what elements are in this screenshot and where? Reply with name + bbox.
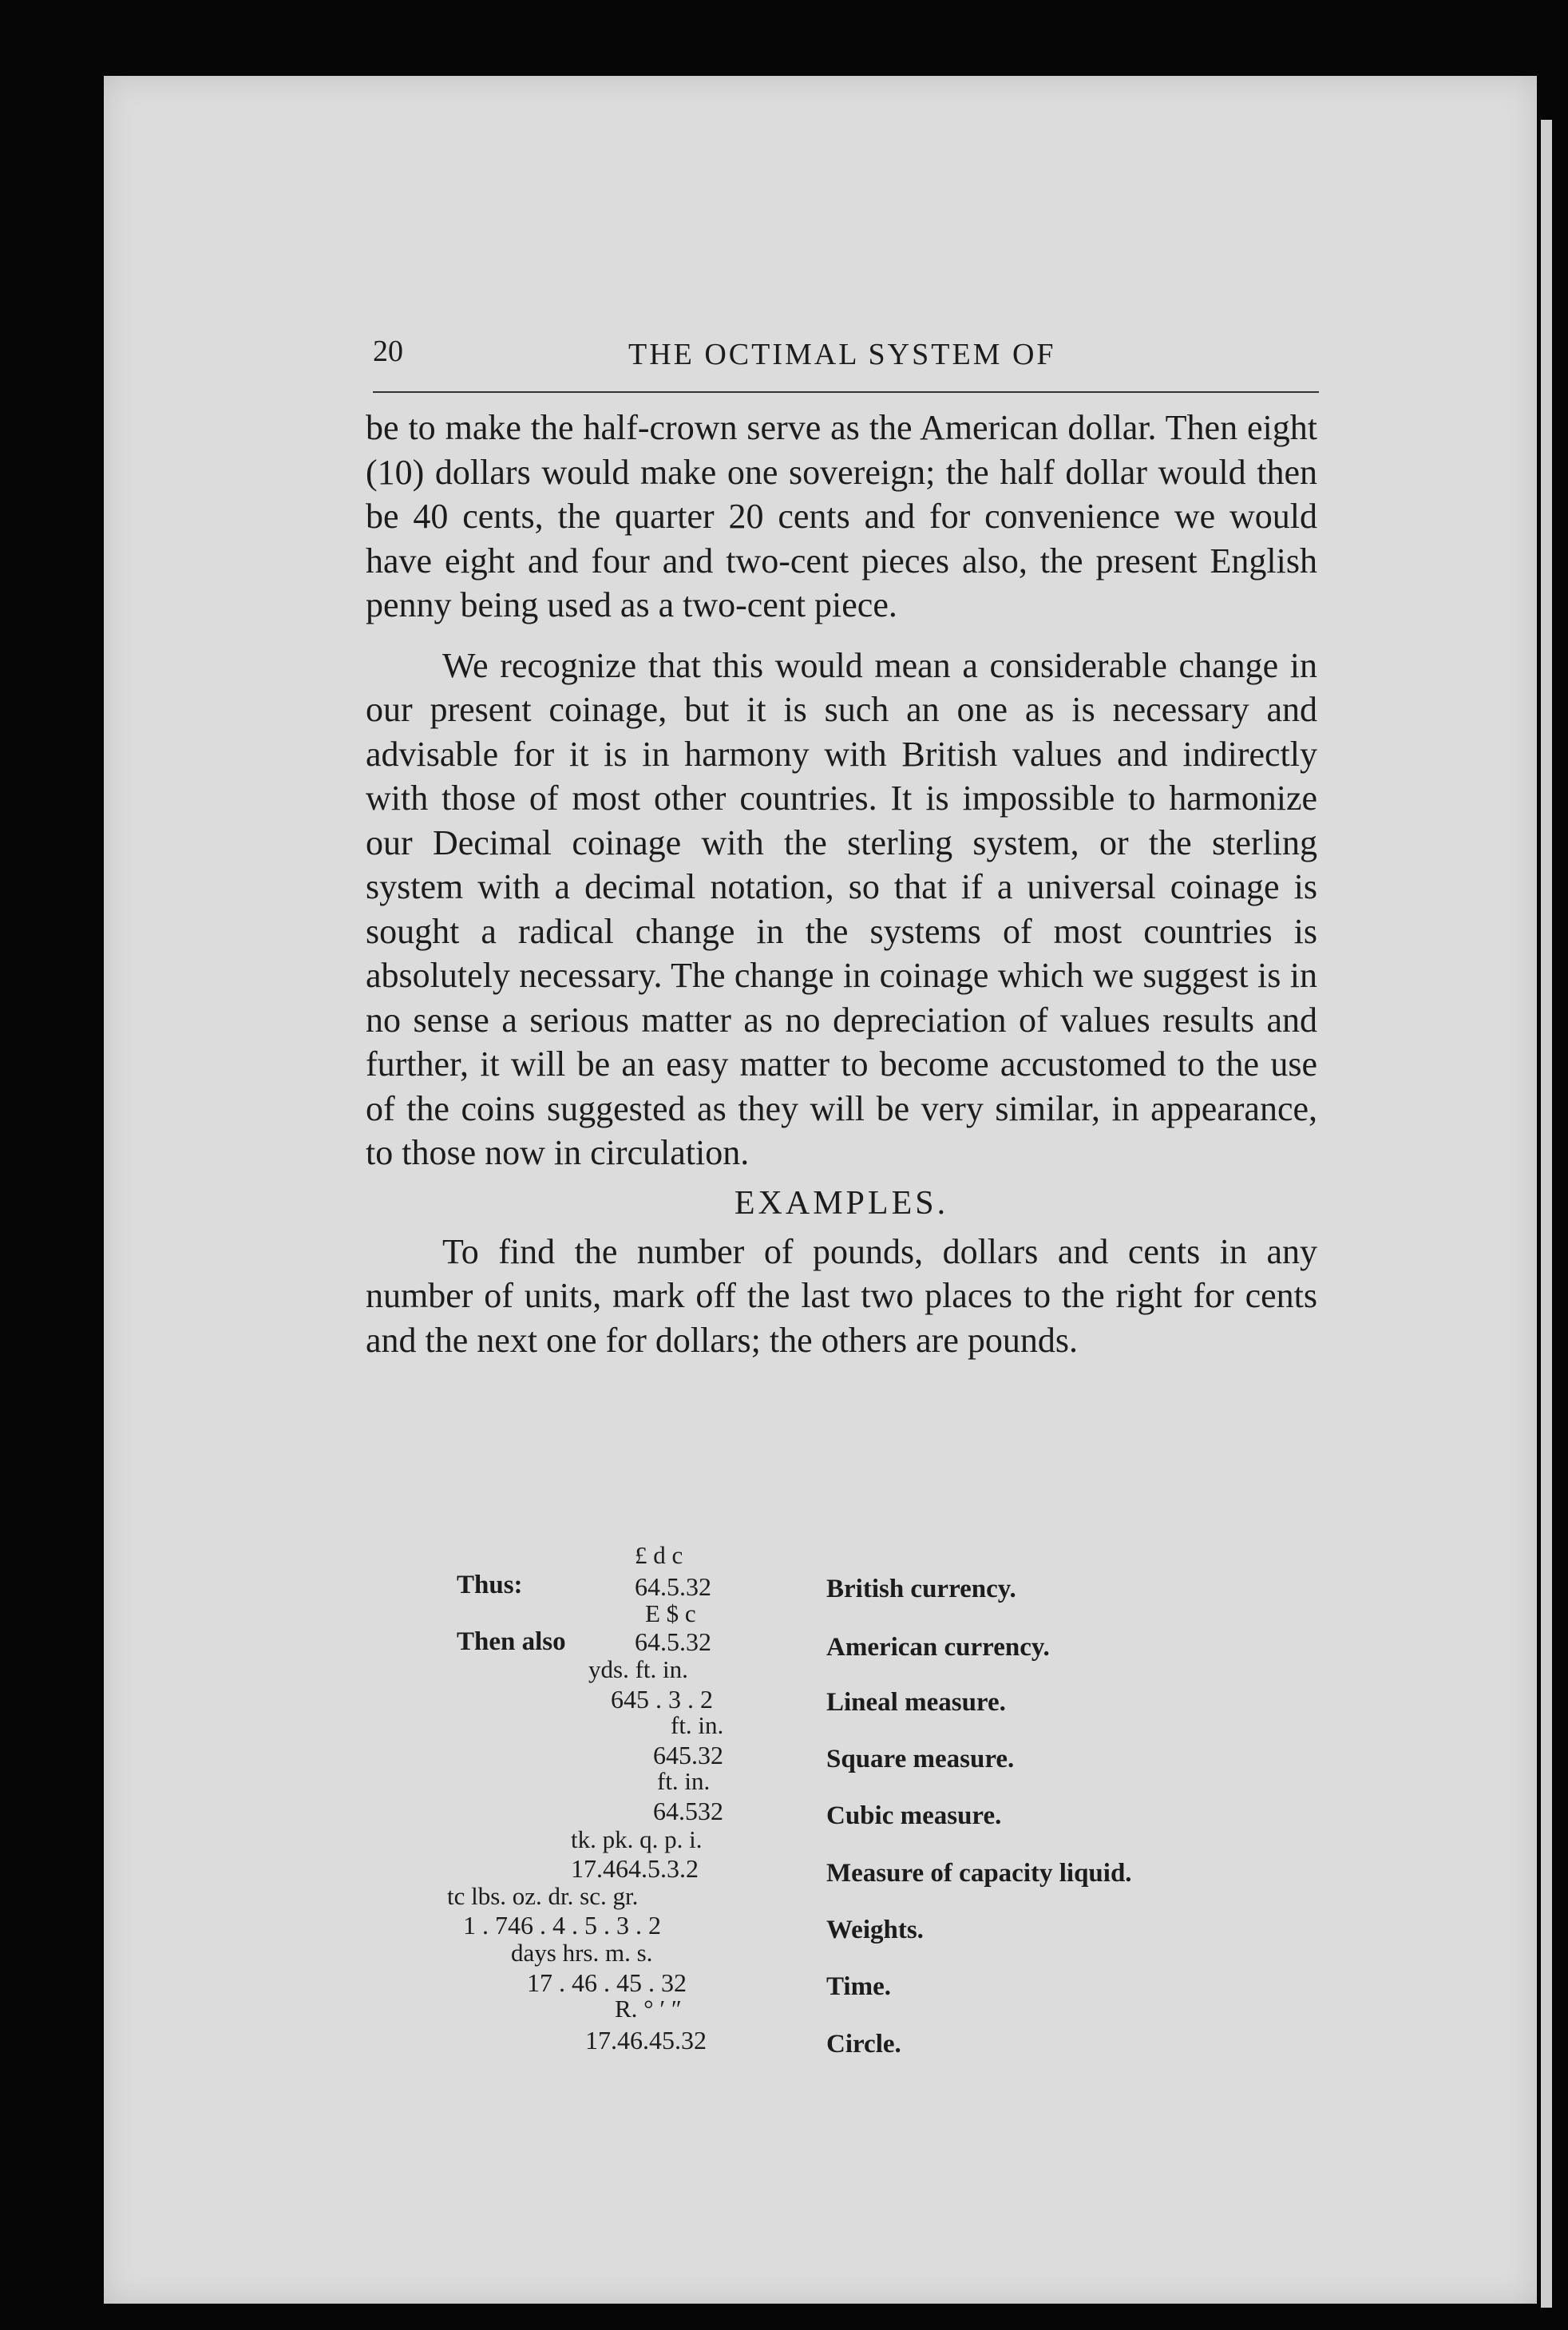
example-value: 17.46.45.32 — [585, 2026, 707, 2055]
example-value: 1 . 746 . 4 . 5 . 3 . 2 — [463, 1911, 661, 1940]
example-units: tk. pk. q. p. i. — [571, 1825, 703, 1853]
example-units: E $ c — [645, 1599, 696, 1627]
example-description: Measure of capacity liquid. — [826, 1859, 1132, 1888]
example-description: Cubic measure. — [826, 1801, 1002, 1830]
running-head: THE OCTIMAL SYSTEM OF — [628, 338, 1056, 371]
example-units: £ d c — [635, 1541, 683, 1569]
example-units: tc lbs. oz. dr. sc. gr. — [447, 1882, 639, 1910]
paragraph-3: To find the number of pounds, dollars and cents in any number of units, mark off the last two places to the right for cents and the next one for dollars; the others are pounds. — [366, 1231, 1317, 1360]
example-label: Then also — [457, 1627, 566, 1656]
example-units: ft. in. — [657, 1767, 711, 1795]
example-value: 64.5.32 — [635, 1572, 711, 1601]
examples-heading: EXAMPLES. — [734, 1184, 949, 1222]
example-description: Lineal measure. — [826, 1688, 1006, 1717]
example-units: days hrs. m. s. — [511, 1939, 653, 1967]
example-value: 17 . 46 . 45 . 32 — [527, 1968, 687, 1997]
example-description: Time. — [826, 1972, 891, 2001]
example-units: ft. in. — [671, 1711, 724, 1739]
paragraph-2: We recognize that this would mean a considerable change in our present coinage, but it is such an one as is necessary and advisable for it is in harmony with British values and indirectly with those of most other countries. It is impossible to harmonize our Decimal coinage with the sterling system, or the sterling system with a decimal notation, so that if a universal coinage is sought a radical change in the systems of most countries is absolutely necessary. The change in coinage which we suggest is in no sense a serious matter as no depreciation of values results and further, it will be an easy matter to become accustomed to the use of the coins suggested as they will be very similar, in appearance, to those now in circulation. — [366, 645, 1317, 1172]
example-description: Weights. — [826, 1916, 924, 1944]
example-value: 64.5.32 — [635, 1627, 711, 1656]
example-value: 645.32 — [653, 1741, 723, 1769]
page-number: 20 — [373, 335, 403, 368]
example-units: R. ° ′ ″ — [615, 1995, 682, 2023]
example-description: American currency. — [826, 1633, 1050, 1662]
example-description: Circle. — [826, 2030, 901, 2059]
example-description: British currency. — [826, 1575, 1016, 1603]
example-description: Square measure. — [826, 1745, 1015, 1773]
example-units: yds. ft. in. — [588, 1655, 688, 1683]
example-value: 17.464.5.3.2 — [571, 1854, 699, 1883]
example-value: 64.532 — [653, 1797, 723, 1825]
example-value: 645 . 3 . 2 — [611, 1685, 713, 1714]
paragraph-1: be to make the half-crown serve as the American dollar. Then eight (10) dollars would make one sovereign; the half dollar would then be 40 cents, the quarter 20 cents and for convenience we would have eight and four and two-cent pieces also, the present English penny being used as a two-cent piece. — [366, 408, 1317, 624]
example-label: Thus: — [457, 1571, 523, 1599]
